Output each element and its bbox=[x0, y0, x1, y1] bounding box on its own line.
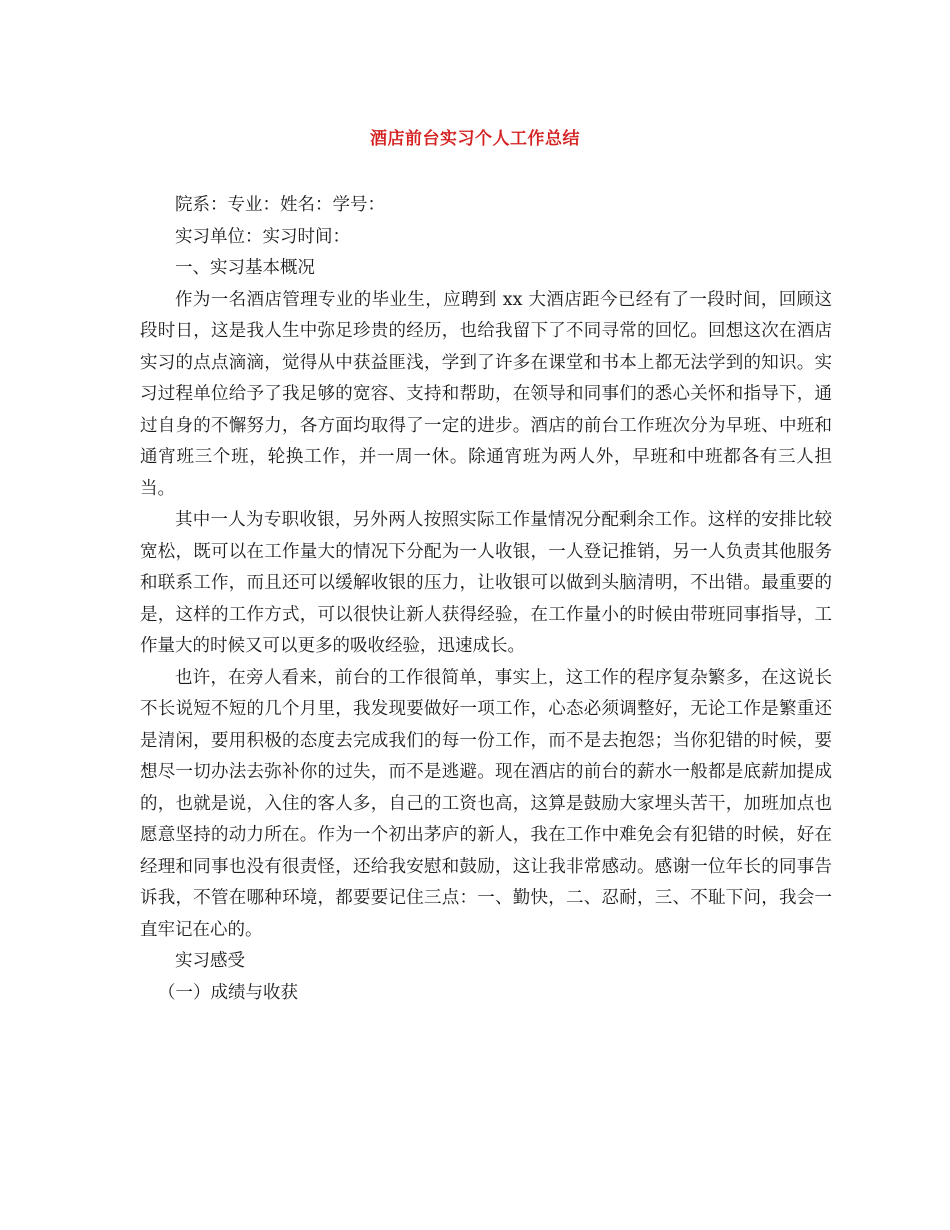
meta-line-internship: 实习单位：实习时间： bbox=[175, 226, 350, 247]
section-heading-reflections: 实习感受 bbox=[175, 951, 245, 971]
paragraph-3: 也许，在旁人看来，前台的工作很简单，事实上，这工作的程序复杂繁多，在这说长不长说短不短的几个月里，我发现要做好一项工作，心态必须调整好，无论工作是繁重还是清闲，要用积极的态度去完成我们的每一份工作，而不是去抱怨；当你犯错的时候，要想尽一切办法去弥补你的过失，而不是逃避。现在酒店的前台的薪水一般都是底薪加提成的，也就是说，入住的客人多，自己的工资也高，这算是鼓励大家埋头苦干，加班加点也愿意坚持的动力所在。作为一个初出茅庐的新人，我在工作中难免会有犯错的时候，好在经理和同事也没有很责怪，还给我安慰和鼓励，这让我非常感动。感谢一位年长的同事告诉我，不管在哪种环境，都要要记住三点：一、勤快，二、忍耐，三、不耻下问，我会一直牢记在心的。 bbox=[140, 667, 832, 940]
document-body bbox=[140, 190, 832, 1009]
section-heading-overview: 一、实习基本概况 bbox=[175, 258, 315, 278]
meta-line-department: 院系：专业：姓名：学号： bbox=[175, 195, 385, 215]
document-title: 酒店前台实习个人工作总结 bbox=[370, 129, 580, 149]
subsection-heading-achievements: （一）成绩与收获 bbox=[158, 982, 298, 1003]
paragraph-1: 作为一名酒店管理专业的毕业生，应聘到 xx 大酒店距今已经有了一段时间，回顾这段时日，这是我人生中弥足珍贵的经历，也给我留下了不同寻常的回忆。回想这次在酒店实习的点点滴滴，觉得从中获益匪浅，学到了许多在课堂和书本上都无法学到的知识。实习过程单位给予了我足够的宽容、支持和帮助，在领导和同事们的悉心关怀和指导下，通过自身的不懈努力，各方面均取得了一定的进步。酒店的前台工作班次分为早班、中班和通宵班三个班，轮换工作，并一周一休。除通宵班为两人外，早班和中班都各有三人担当。 bbox=[140, 289, 832, 499]
paragraph-2: 其中一人为专职收银，另外两人按照实际工作量情况分配剩余工作。这样的安排比较宽松，既可以在工作量大的情况下分配为一人收银，一人登记推销，另一人负责其他服务和联系工作，而且还可以缓解收银的压力，让收银可以做到头脑清明，不出错。最重要的是，这样的工作方式，可以很快让新人获得经验，在工作量小的时候由带班同事指导，工作量大的时候又可以更多的吸收经验，迅速成长。 bbox=[140, 510, 832, 656]
